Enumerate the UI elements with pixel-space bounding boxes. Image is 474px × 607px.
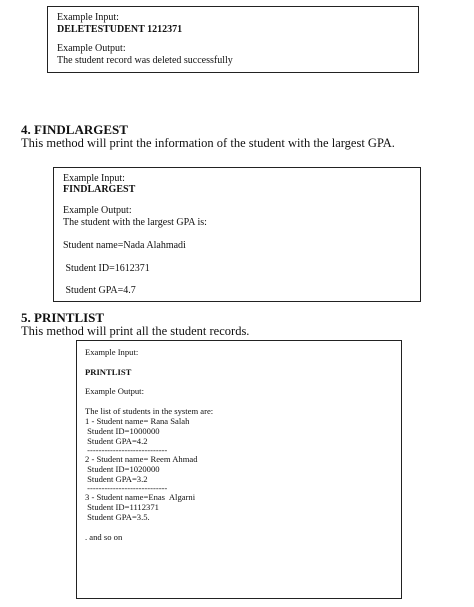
example-output-line: Student GPA=3.2 bbox=[85, 474, 148, 484]
example-output-line: Student ID=1020000 bbox=[85, 464, 160, 474]
example-output-separator: ---------------------------- bbox=[85, 445, 168, 455]
example-output-line: The student with the largest GPA is: bbox=[63, 217, 207, 228]
example-output-line: The list of students in the system are: bbox=[85, 406, 214, 416]
example-input-label: Example Input: bbox=[63, 173, 125, 184]
example-input-label: Example Input: bbox=[57, 12, 119, 23]
example-output-text: The student record was deleted successfully bbox=[57, 55, 233, 66]
example-output-line: 3 - Student name=Enas Algarni bbox=[85, 492, 196, 502]
example-output-line: Student GPA=3.5. bbox=[85, 512, 150, 522]
section-heading-findlargest: 4. FINDLARGEST bbox=[21, 122, 128, 137]
example-output-label: Example Output: bbox=[63, 205, 132, 216]
example-input-label: Example Input: bbox=[85, 347, 139, 357]
example-output-line: 2 - Student name= Reem Ahmad bbox=[85, 454, 198, 464]
findlargest-example-box bbox=[53, 167, 421, 302]
example-output-line: 1 - Student name= Rana Salah bbox=[85, 416, 190, 426]
example-input-command: PRINTLIST bbox=[85, 367, 132, 377]
section-description-printlist: This method will print all the student records. bbox=[21, 324, 250, 338]
section-heading-printlist: 5. PRINTLIST bbox=[21, 310, 105, 325]
example-output-line: Student GPA=4.2 bbox=[85, 436, 148, 446]
delete-example-box bbox=[47, 6, 419, 73]
example-output-line: Student ID=1112371 bbox=[85, 502, 159, 512]
example-output-line: . and so on bbox=[85, 532, 123, 542]
example-output-line: Student ID=1612371 bbox=[63, 263, 150, 274]
section-description-findlargest: This method will print the information of the student with the largest GPA. bbox=[21, 136, 395, 150]
example-output-line: Student GPA=4.7 bbox=[63, 285, 136, 296]
printlist-example-box bbox=[76, 340, 402, 599]
example-input-command: FINDLARGEST bbox=[63, 184, 136, 195]
example-output-line: Student ID=1000000 bbox=[85, 426, 160, 436]
example-output-separator: ---------------------------- bbox=[85, 483, 168, 493]
example-output-line: Student name=Nada Alahmadi bbox=[63, 240, 186, 251]
example-output-label: Example Output: bbox=[85, 386, 144, 396]
example-output-label: Example Output: bbox=[57, 43, 126, 54]
example-input-command: DELETESTUDENT 1212371 bbox=[57, 24, 183, 35]
